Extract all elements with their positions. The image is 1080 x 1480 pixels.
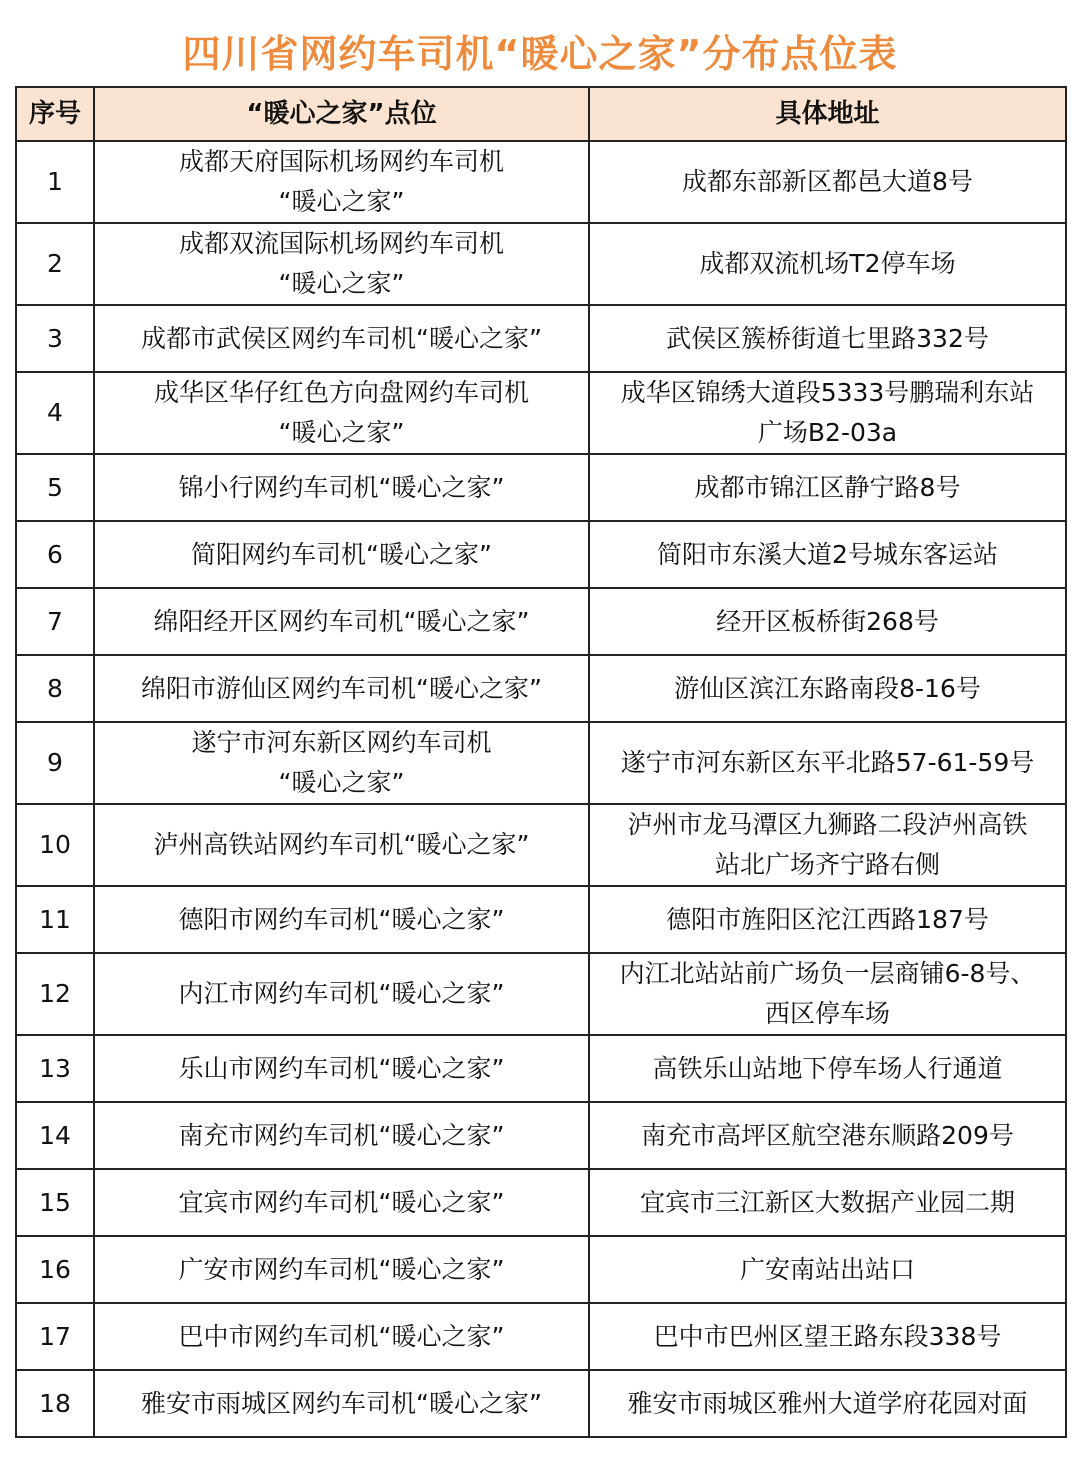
row-location-name xyxy=(94,953,589,1035)
row-location-name xyxy=(94,1303,589,1370)
address-line: 游仙区滨江东路南段8-16号 xyxy=(674,673,981,703)
row-serial-number: 7 xyxy=(16,588,94,655)
row-location-name xyxy=(94,223,589,305)
address-line: 成都市锦江区静宁路8号 xyxy=(694,472,961,502)
row-address xyxy=(589,722,1066,804)
row-location-name xyxy=(94,1236,589,1303)
address-line: 西区停车场 xyxy=(764,999,890,1028)
row-location-name xyxy=(94,1102,589,1169)
row-location-name xyxy=(94,722,589,804)
table-row xyxy=(16,588,1066,655)
address-line: 站北广场齐宁路右侧 xyxy=(714,850,940,879)
header-address: 具体地址 xyxy=(589,87,1066,141)
table-row xyxy=(16,521,1066,588)
row-location-name xyxy=(94,588,589,655)
address-line: 遂宁市河东新区东平北路57-61-59号 xyxy=(620,748,1035,777)
row-address xyxy=(589,1169,1066,1236)
row-address xyxy=(589,1236,1066,1303)
location-name-line: 绵阳经开区网约车司机“暖心之家” xyxy=(153,606,530,636)
row-address xyxy=(589,521,1066,588)
address-line: 广场B2-03a xyxy=(757,418,898,447)
table-row xyxy=(16,953,1066,1035)
row-location-name xyxy=(94,804,589,886)
location-name-line: 成华区华仔红色方向盘网约车司机 xyxy=(153,378,529,407)
location-name-line: “暖心之家” xyxy=(278,187,405,216)
header-serial-number: 序号 xyxy=(16,87,94,141)
row-address xyxy=(589,372,1066,454)
address-line: 简阳市东溪大道2号城东客运站 xyxy=(657,539,998,569)
row-serial-number: 1 xyxy=(16,141,94,223)
row-location-name xyxy=(94,141,589,223)
address-line: 巴中市巴州区望王路东段338号 xyxy=(653,1321,1002,1351)
location-name-line: 泸州高铁站网约车司机“暖心之家” xyxy=(153,830,530,859)
row-address xyxy=(589,1370,1066,1437)
address-line: 成华区锦绣大道段5333号鹏瑞利东站 xyxy=(620,378,1035,407)
location-name-line: 锦小行网约车司机“暖心之家” xyxy=(178,472,505,502)
location-name-line: 巴中市网约车司机“暖心之家” xyxy=(178,1321,505,1351)
table-row xyxy=(16,722,1066,804)
row-serial-number: 13 xyxy=(16,1035,94,1102)
row-location-name xyxy=(94,1370,589,1437)
row-serial-number: 2 xyxy=(16,223,94,305)
address-line: 武侯区簇桥街道七里路332号 xyxy=(666,323,989,353)
row-serial-number: 17 xyxy=(16,1303,94,1370)
row-serial-number: 12 xyxy=(16,953,94,1035)
row-serial-number: 4 xyxy=(16,372,94,454)
table-row xyxy=(16,1102,1066,1169)
table-row xyxy=(16,1303,1066,1370)
location-name-line: 德阳市网约车司机“暖心之家” xyxy=(178,904,505,934)
table-row xyxy=(16,305,1066,372)
location-table xyxy=(15,86,1067,1438)
row-location-name xyxy=(94,305,589,372)
row-address xyxy=(589,655,1066,722)
address-line: 南充市高坪区航空港东顺路209号 xyxy=(641,1120,1014,1150)
row-address xyxy=(589,804,1066,886)
address-line: 高铁乐山站地下停车场人行通道 xyxy=(652,1053,1003,1083)
location-name-line: 绵阳市游仙区网约车司机“暖心之家” xyxy=(141,673,542,703)
address-line: 德阳市旌阳区沱江西路187号 xyxy=(666,904,989,934)
header-location-name: “暖心之家”点位 xyxy=(94,87,589,141)
row-location-name xyxy=(94,454,589,521)
table-row xyxy=(16,655,1066,722)
address-line: 内江北站站前广场负一层商铺6-8号、 xyxy=(619,959,1036,988)
row-address xyxy=(589,141,1066,223)
location-name-line: 广安市网约车司机“暖心之家” xyxy=(178,1254,505,1284)
location-name-line: “暖心之家” xyxy=(278,418,405,447)
location-name-line: “暖心之家” xyxy=(278,768,405,797)
table-row xyxy=(16,223,1066,305)
table-row xyxy=(16,372,1066,454)
location-name-line: 乐山市网约车司机“暖心之家” xyxy=(178,1053,505,1083)
table-row xyxy=(16,141,1066,223)
table-body xyxy=(16,141,1066,1437)
row-serial-number: 15 xyxy=(16,1169,94,1236)
row-serial-number: 5 xyxy=(16,454,94,521)
row-serial-number: 16 xyxy=(16,1236,94,1303)
location-name-line: 遂宁市河东新区网约车司机 xyxy=(191,728,492,757)
row-location-name xyxy=(94,1035,589,1102)
row-serial-number: 11 xyxy=(16,886,94,953)
location-name-line: 内江市网约车司机“暖心之家” xyxy=(178,979,505,1008)
row-serial-number: 3 xyxy=(16,305,94,372)
sheet-title: 四川省网约车司机“暖心之家”分布点位表 xyxy=(15,14,1065,87)
table-row xyxy=(16,886,1066,953)
table-row xyxy=(16,1169,1066,1236)
location-name-line: 宜宾市网约车司机“暖心之家” xyxy=(178,1187,505,1217)
table-row xyxy=(16,1370,1066,1437)
address-line: 广安南站出站口 xyxy=(739,1254,915,1284)
address-line: 宜宾市三江新区大数据产业园二期 xyxy=(639,1187,1015,1217)
table-row xyxy=(16,454,1066,521)
location-name-line: 成都市武侯区网约车司机“暖心之家” xyxy=(141,323,542,353)
row-address xyxy=(589,886,1066,953)
address-line: 成都东部新区都邑大道8号 xyxy=(682,167,973,196)
row-serial-number: 9 xyxy=(16,722,94,804)
location-name-line: 雅安市雨城区网约车司机“暖心之家” xyxy=(141,1388,542,1418)
row-location-name xyxy=(94,655,589,722)
table-header-row xyxy=(16,87,1066,141)
row-address xyxy=(589,588,1066,655)
row-address xyxy=(589,305,1066,372)
address-line: 成都双流机场T2停车场 xyxy=(699,249,956,278)
row-address xyxy=(589,1102,1066,1169)
row-address xyxy=(589,223,1066,305)
row-location-name xyxy=(94,521,589,588)
location-name-line: 成都双流国际机场网约车司机 xyxy=(178,229,504,258)
row-location-name xyxy=(94,1169,589,1236)
location-name-line: 成都天府国际机场网约车司机 xyxy=(178,147,504,176)
address-line: 泸州市龙马潭区九狮路二段泸州高铁 xyxy=(627,810,1028,839)
row-address xyxy=(589,953,1066,1035)
row-location-name xyxy=(94,886,589,953)
table-row xyxy=(16,1236,1066,1303)
table-row xyxy=(16,804,1066,886)
row-address xyxy=(589,454,1066,521)
table-row xyxy=(16,1035,1066,1102)
row-serial-number: 6 xyxy=(16,521,94,588)
row-serial-number: 18 xyxy=(16,1370,94,1437)
row-serial-number: 14 xyxy=(16,1102,94,1169)
row-location-name xyxy=(94,372,589,454)
row-address xyxy=(589,1035,1066,1102)
location-name-line: 南充市网约车司机“暖心之家” xyxy=(178,1120,505,1150)
row-address xyxy=(589,1303,1066,1370)
row-serial-number: 10 xyxy=(16,804,94,886)
address-line: 雅安市雨城区雅州大道学府花园对面 xyxy=(627,1388,1028,1418)
row-serial-number: 8 xyxy=(16,655,94,722)
location-name-line: “暖心之家” xyxy=(278,269,405,298)
address-line: 经开区板桥街268号 xyxy=(716,606,939,636)
location-name-line: 简阳网约车司机“暖心之家” xyxy=(191,539,492,569)
